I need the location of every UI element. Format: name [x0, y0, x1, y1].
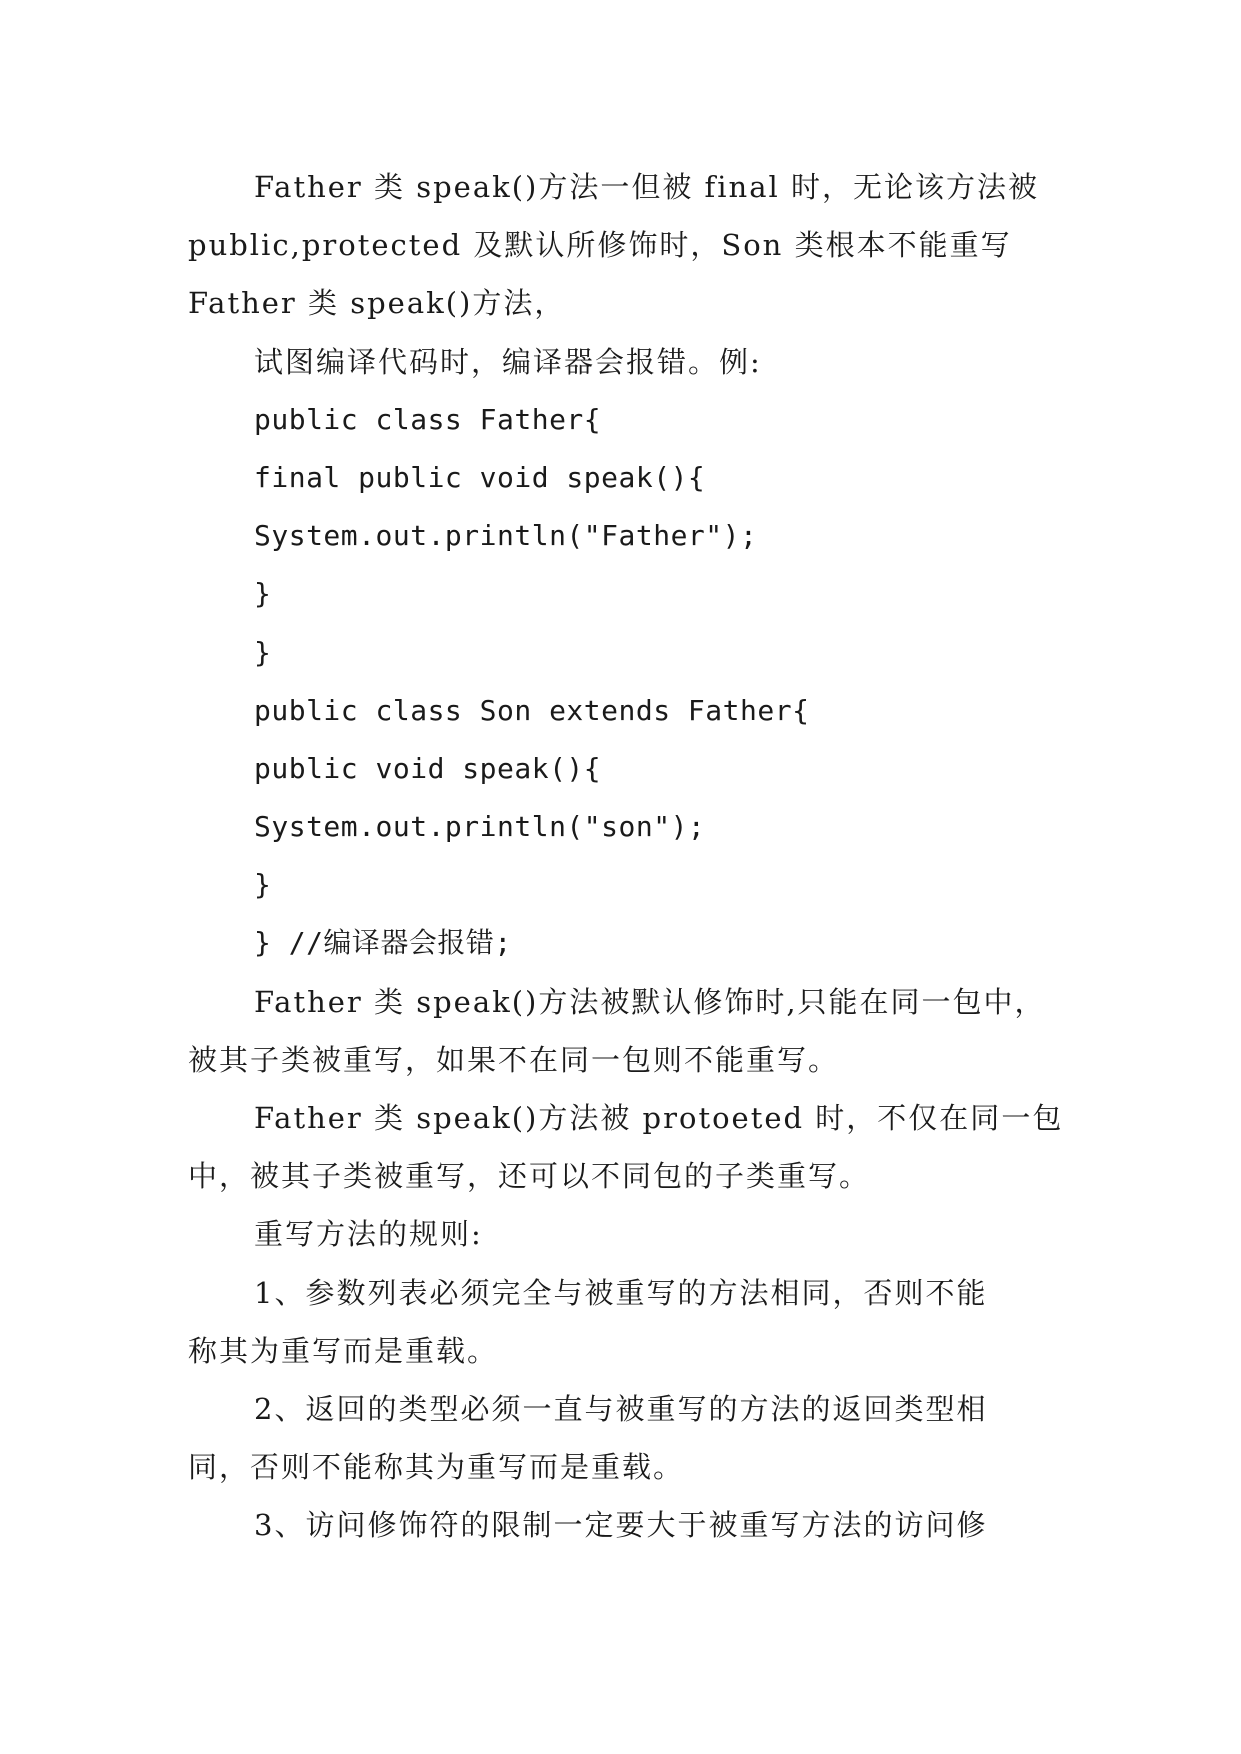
- code-line: }: [254, 635, 272, 669]
- text-line: 2、返回的类型必须一直与被重写的方法的返回类型相: [254, 1391, 988, 1426]
- text-line: 中，被其子类被重写，还可以不同包的子类重写。: [188, 1159, 871, 1194]
- text-line: 1、参数列表必须完全与被重写的方法相同，否则不能: [254, 1275, 988, 1310]
- text-line: Father 类 speak()方法，: [188, 286, 566, 321]
- text-line: 试图编译代码时，编译器会报错。例:: [254, 344, 762, 379]
- text-line: public,protected 及默认所修饰时，Son 类根本不能重写: [188, 228, 1012, 263]
- text-line: 3、访问修饰符的限制一定要大于被重写方法的访问修: [254, 1508, 988, 1543]
- code-line: final public void speak(){: [254, 460, 706, 494]
- text-line: Father 类 speak()方法被默认修饰时,只能在同一包中，: [254, 984, 1046, 1019]
- code-line: public class Father{: [254, 402, 602, 436]
- code-line: }: [254, 868, 272, 902]
- text-line: Father 类 speak()方法被 protoeted 时，不仅在同一包: [254, 1101, 1064, 1135]
- text-line: 称其为重写而是重载。: [188, 1333, 499, 1368]
- code-line: System.out.println("son");: [254, 810, 706, 844]
- code-line: public void speak(){: [254, 751, 602, 785]
- code-line: System.out.println("Father");: [254, 519, 758, 553]
- text-line: 被其子类被重写，如果不在同一包则不能重写。: [188, 1042, 840, 1077]
- text-line: Father 类 speak()方法一但被 final 时，无论该方法被: [254, 170, 1040, 204]
- code-line: }: [254, 577, 272, 611]
- text-line: 重写方法的规则:: [254, 1217, 483, 1252]
- code-line: public class Son extends Father{: [254, 693, 810, 727]
- code-line: } //编译器会报错;: [254, 926, 512, 960]
- document-body: [188, 158, 1064, 1555]
- text-line: 同，否则不能称其为重写而是重载。: [188, 1450, 685, 1485]
